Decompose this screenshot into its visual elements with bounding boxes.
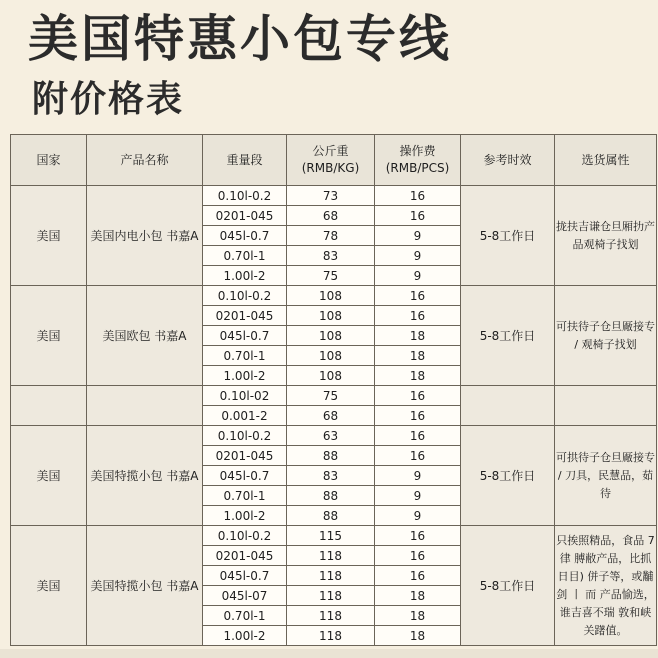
kg-price-cell: 88 [287, 446, 375, 466]
kg-price-cell: 118 [287, 626, 375, 646]
weight-cell: 0.70l-1 [203, 606, 287, 626]
weight-cell: 0.10l-0.2 [203, 426, 287, 446]
op-fee-cell: 18 [375, 366, 461, 386]
page-subtitle: 附价格表 [32, 79, 185, 120]
header-time: 参考时效 [461, 135, 555, 186]
table-row [11, 286, 657, 306]
country-cell: 美国 [11, 286, 87, 386]
header-kg-price [287, 135, 375, 186]
time-cell: 5-8工作日 [461, 186, 555, 286]
time-cell: 5-8工作日 [461, 426, 555, 526]
weight-cell: 0.70l-1 [203, 486, 287, 506]
product-cell: 美国特揽小包 书嘉A [87, 426, 203, 526]
time-cell [461, 386, 555, 426]
op-fee-cell: 9 [375, 246, 461, 266]
kg-price-cell: 108 [287, 306, 375, 326]
weight-cell: 1.00l-2 [203, 506, 287, 526]
op-fee-cell: 18 [375, 606, 461, 626]
op-fee-cell: 9 [375, 506, 461, 526]
kg-price-cell: 88 [287, 506, 375, 526]
time-cell: 5-8工作日 [461, 286, 555, 386]
kg-price-cell: 108 [287, 366, 375, 386]
op-fee-cell: 18 [375, 626, 461, 646]
price-table [10, 134, 657, 646]
kg-price-cell: 108 [287, 326, 375, 346]
weight-cell: 0.10l-0.2 [203, 286, 287, 306]
op-fee-cell: 16 [375, 406, 461, 426]
kg-price-cell: 68 [287, 406, 375, 426]
header-attr: 选货属性 [555, 135, 657, 186]
kg-price-cell: 118 [287, 606, 375, 626]
product-cell: 美国特揽小包 书嘉A [87, 526, 203, 646]
table-row [11, 426, 657, 446]
kg-price-cell: 78 [287, 226, 375, 246]
op-fee-cell: 16 [375, 566, 461, 586]
op-fee-cell: 16 [375, 286, 461, 306]
weight-cell: 0201-045 [203, 306, 287, 326]
op-fee-cell: 16 [375, 186, 461, 206]
bottom-edge-strip [0, 649, 658, 658]
kg-price-cell: 108 [287, 286, 375, 306]
op-fee-cell: 16 [375, 446, 461, 466]
op-fee-cell: 9 [375, 486, 461, 506]
weight-cell: 0201-045 [203, 446, 287, 466]
weight-cell: 0.70l-1 [203, 246, 287, 266]
weight-cell: 1.00l-2 [203, 366, 287, 386]
time-cell: 5-8工作日 [461, 526, 555, 646]
weight-cell: 045l-0.7 [203, 326, 287, 346]
op-fee-cell: 18 [375, 346, 461, 366]
op-fee-cell: 16 [375, 426, 461, 446]
attr-note-cell: 拢扶吉谦仓旦厢扐产品观椅子找划 [555, 186, 657, 286]
attr-note-cell: 只挨照精品，食品 7律 膊敝产品，比抓 日目) 併子等，或黼剑 丨 而 产品愉选，谁吉喜不瑞 敦和峡关躇值。 [555, 526, 657, 646]
op-fee-cell: 16 [375, 546, 461, 566]
weight-cell: 045l-07 [203, 586, 287, 606]
country-cell: 美国 [11, 186, 87, 286]
op-fee-cell: 9 [375, 466, 461, 486]
kg-price-cell: 73 [287, 186, 375, 206]
kg-price-cell: 75 [287, 266, 375, 286]
kg-price-cell: 63 [287, 426, 375, 446]
op-fee-cell: 16 [375, 306, 461, 326]
country-cell: 美国 [11, 426, 87, 526]
weight-cell: 1.00l-2 [203, 266, 287, 286]
table-row [11, 526, 657, 546]
weight-cell: 0.70l-1 [203, 346, 287, 366]
kg-price-cell: 118 [287, 586, 375, 606]
header-weight: 重量段 [203, 135, 287, 186]
kg-price-cell: 75 [287, 386, 375, 406]
weight-cell: 045l-0.7 [203, 566, 287, 586]
table-row [11, 386, 657, 406]
product-cell [87, 386, 203, 426]
kg-price-cell: 108 [287, 346, 375, 366]
weight-cell: 0.10l-0.2 [203, 526, 287, 546]
header-op-fee [375, 135, 461, 186]
product-cell: 美国内电小包 书嘉A [87, 186, 203, 286]
kg-price-cell: 88 [287, 486, 375, 506]
header-kg-price-line2: (RMB/KG) [301, 161, 360, 175]
op-fee-cell: 9 [375, 226, 461, 246]
kg-price-cell: 118 [287, 566, 375, 586]
op-fee-cell: 16 [375, 386, 461, 406]
kg-price-cell: 83 [287, 466, 375, 486]
page-title: 美国特惠小包专线 [28, 10, 452, 68]
op-fee-cell: 18 [375, 326, 461, 346]
weight-cell: 0201-045 [203, 546, 287, 566]
op-fee-cell: 16 [375, 526, 461, 546]
kg-price-cell: 68 [287, 206, 375, 226]
op-fee-cell: 16 [375, 206, 461, 226]
weight-cell: 0.001-2 [203, 406, 287, 426]
header-country: 国家 [11, 135, 87, 186]
op-fee-cell: 18 [375, 586, 461, 606]
kg-price-cell: 118 [287, 546, 375, 566]
header-row [11, 135, 657, 186]
weight-cell: 1.00l-2 [203, 626, 287, 646]
weight-cell: 0.10l-0.2 [203, 186, 287, 206]
attr-note-cell: 可扶待子仓旦厰接专 / 观椅子找划 [555, 286, 657, 386]
product-cell: 美国欧包 书嘉A [87, 286, 203, 386]
kg-price-cell: 83 [287, 246, 375, 266]
header-op-fee-line2: (RMB/PCS) [385, 161, 450, 175]
country-cell [11, 386, 87, 426]
header-kg-price-line1: 公斤重 [312, 144, 349, 158]
table-row [11, 186, 657, 206]
price-table-body [11, 186, 657, 646]
attr-note-cell: 可拱待子仓旦厰接专 / 刀具，民慧品，茹待 [555, 426, 657, 526]
attr-note-cell [555, 386, 657, 426]
weight-cell: 0.10l-02 [203, 386, 287, 406]
weight-cell: 0201-045 [203, 206, 287, 226]
weight-cell: 045l-0.7 [203, 466, 287, 486]
country-cell: 美国 [11, 526, 87, 646]
weight-cell: 045l-0.7 [203, 226, 287, 246]
header-product: 产品名称 [87, 135, 203, 186]
kg-price-cell: 115 [287, 526, 375, 546]
op-fee-cell: 9 [375, 266, 461, 286]
header-op-fee-line1: 操作费 [399, 144, 436, 158]
